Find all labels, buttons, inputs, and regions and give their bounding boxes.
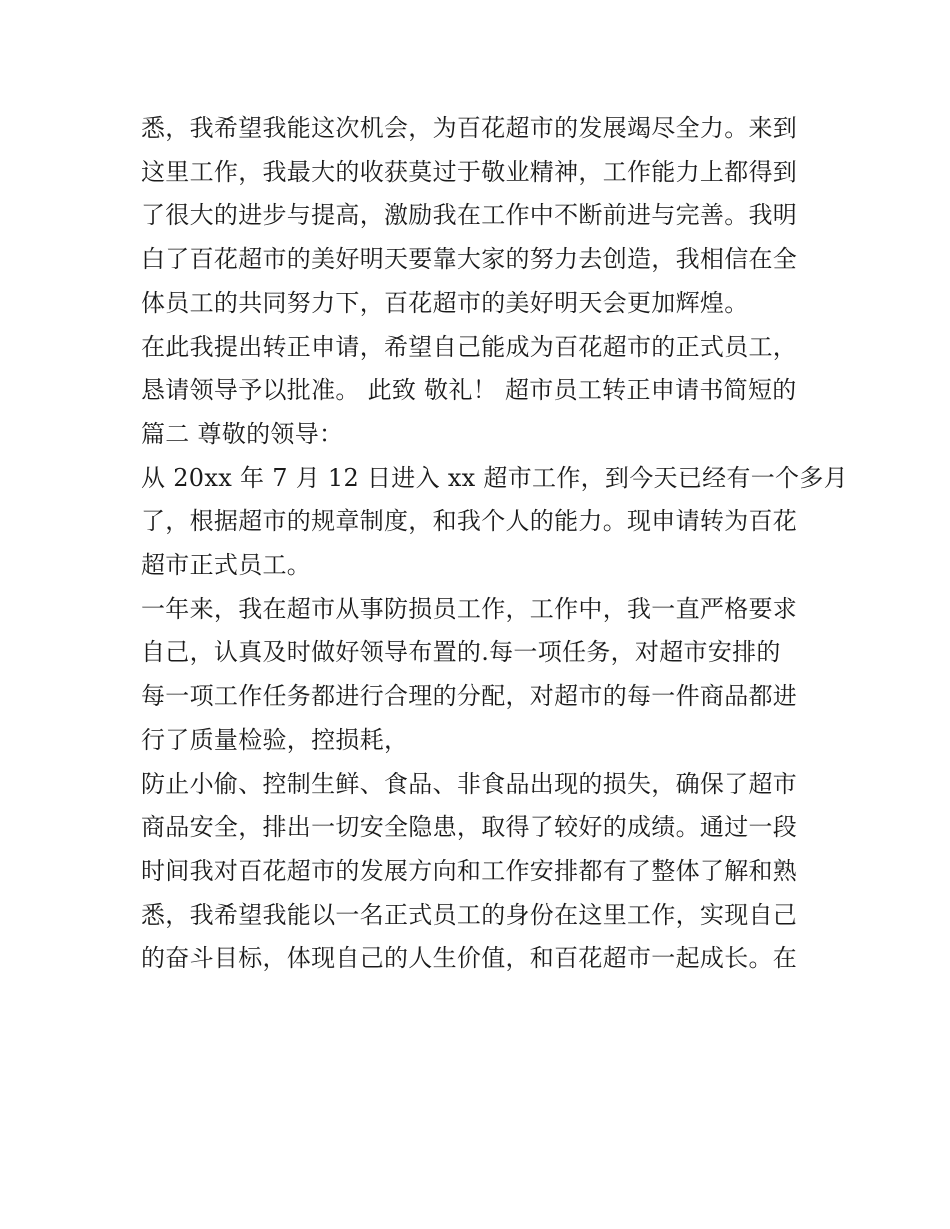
text-line: 这里工作，我最大的收获莫过于敬业精神，工作能力上都得到 xyxy=(141,157,798,186)
text-line: 恳请领导予以批准。 此致 敬礼！ 超市员工转正申请书简短的 xyxy=(141,376,797,405)
text-line: 一年来，我在超市从事防损员工作，工作中，我一直严格要求 xyxy=(141,594,798,623)
text-line: 了很大的进步与提高，激励我在工作中不断前进与完善。我明 xyxy=(141,201,798,230)
text-line: 在此我提出转正申请，希望自己能成为百花超市的正式员工， xyxy=(141,332,798,361)
text-line: 篇二 尊敬的领导： xyxy=(141,419,344,448)
text-line: 自己，认真及时做好领导布置的.每一项任务，对超市安排的 xyxy=(141,638,781,667)
text-line: 每一项工作任务都进行合理的分配，对超市的每一件商品都进 xyxy=(141,682,798,711)
text-line: 超市正式员工。 xyxy=(141,551,312,580)
text-line: 商品安全，排出一切安全隐患，取得了较好的成绩。通过一段 xyxy=(141,813,798,842)
text-line: 行了质量检验，控损耗， xyxy=(141,725,409,754)
text-line: 体员工的共同努力下，百花超市的美好明天会更加辉煌。 xyxy=(141,288,749,317)
document-page xyxy=(141,107,848,981)
text-line: 悉，我希望我能以一名正式员工的身份在这里工作，实现自己 xyxy=(141,900,798,929)
text-line: 时间我对百花超市的发展方向和工作安排都有了整体了解和熟 xyxy=(141,856,798,885)
text-line: 的奋斗目标，体现自己的人生价值，和百花超市一起成长。在 xyxy=(141,944,798,973)
text-line: 从 20xx 年 7 月 12 日进入 xx 超市工作，到今天已经有一个多月 xyxy=(141,463,848,492)
text-line: 白了百花超市的美好明天要靠大家的努力去创造，我相信在全 xyxy=(141,245,798,274)
text-line: 了，根据超市的规章制度，和我个人的能力。现申请转为百花 xyxy=(141,507,798,536)
text-line: 悉，我希望我能这次机会，为百花超市的发展竭尽全力。来到 xyxy=(141,114,798,142)
text-line: 防止小偷、控制生鲜、食品、非食品出现的损失，确保了超市 xyxy=(141,769,798,798)
